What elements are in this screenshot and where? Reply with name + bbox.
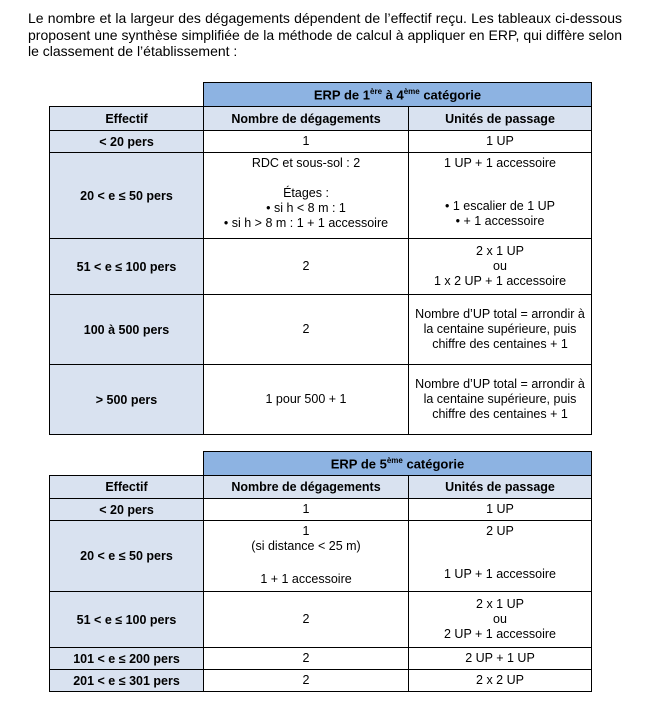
table-erp-5 [49,451,592,692]
up-cell: 2 UP + 1 UP [409,648,592,670]
up-cell: 2 UP 1 UP + 1 accessoire [409,521,592,592]
effectif-cell: 20 < e ≤ 50 pers [50,153,204,239]
degagements-cell: 1 [204,131,409,153]
table-erp-1-4 [49,82,592,435]
effectif-cell: < 20 pers [50,131,204,153]
effectif-cell: 201 < e ≤ 301 pers [50,670,204,692]
up-cell: 1 UP + 1 accessoire • 1 escalier de 1 UP • + 1 accessoire [409,153,592,239]
table1-title: ERP de 1ère à 4ème catégorie [204,83,592,107]
table-row [50,648,592,670]
degagements-cell: RDC et sous-sol : 2 Étages : • si h < 8 m : 1 • si h > 8 m : 1 + 1 accessoire [204,153,409,239]
effectif-cell: 100 à 500 pers [50,295,204,365]
col-header-effectif: Effectif [50,107,204,131]
effectif-cell: 51 < e ≤ 100 pers [50,239,204,295]
up-cell: 2 x 1 UP ou 1 x 2 UP + 1 accessoire [409,239,592,295]
col-header-effectif: Effectif [50,476,204,499]
degagements-cell: 2 [204,295,409,365]
degagements-cell: 1 pour 500 + 1 [204,365,409,435]
degagements-cell: 2 [204,670,409,692]
up-cell: Nombre d’UP total = arrondir à la centaine supérieure, puis chiffre des centaines + 1 [409,365,592,435]
effectif-cell: < 20 pers [50,499,204,521]
effectif-cell: 101 < e ≤ 200 pers [50,648,204,670]
effectif-cell: > 500 pers [50,365,204,435]
effectif-cell: 20 < e ≤ 50 pers [50,521,204,592]
col-header-up: Unités de passage [409,107,592,131]
degagements-cell: 2 [204,648,409,670]
table1-header-row [50,107,592,131]
table2-title: ERP de 5ème catégorie [204,452,592,476]
col-header-degagements: Nombre de dégagements [204,107,409,131]
table-row [50,670,592,692]
effectif-cell: 51 < e ≤ 100 pers [50,592,204,648]
table2-header-row [50,476,592,499]
degagements-cell: 1 (si distance < 25 m) 1 + 1 accessoire [204,521,409,592]
degagements-cell: 2 [204,239,409,295]
table-row [50,592,592,648]
table-row [50,499,592,521]
table-row [50,153,592,239]
table-row [50,365,592,435]
degagements-cell: 1 [204,499,409,521]
up-cell: Nombre d’UP total = arrondir à la centaine supérieure, puis chiffre des centaines + 1 [409,295,592,365]
up-cell: 1 UP [409,131,592,153]
up-cell: 2 x 1 UP ou 2 UP + 1 accessoire [409,592,592,648]
col-header-degagements: Nombre de dégagements [204,476,409,499]
up-cell: 1 UP [409,499,592,521]
table-row [50,521,592,592]
table-row [50,239,592,295]
up-cell: 2 x 2 UP [409,670,592,692]
table-row [50,295,592,365]
col-header-up: Unités de passage [409,476,592,499]
table-row [50,131,592,153]
degagements-cell: 2 [204,592,409,648]
intro-paragraph: Le nombre et la largeur des dégagements dépendent de l’effectif reçu. Les tableaux ci-dessous proposent une synthèse simplifiée de la méthode de calcul à appliquer en ERP, qui diffère selon le classement de l’établissement : [28,10,622,59]
